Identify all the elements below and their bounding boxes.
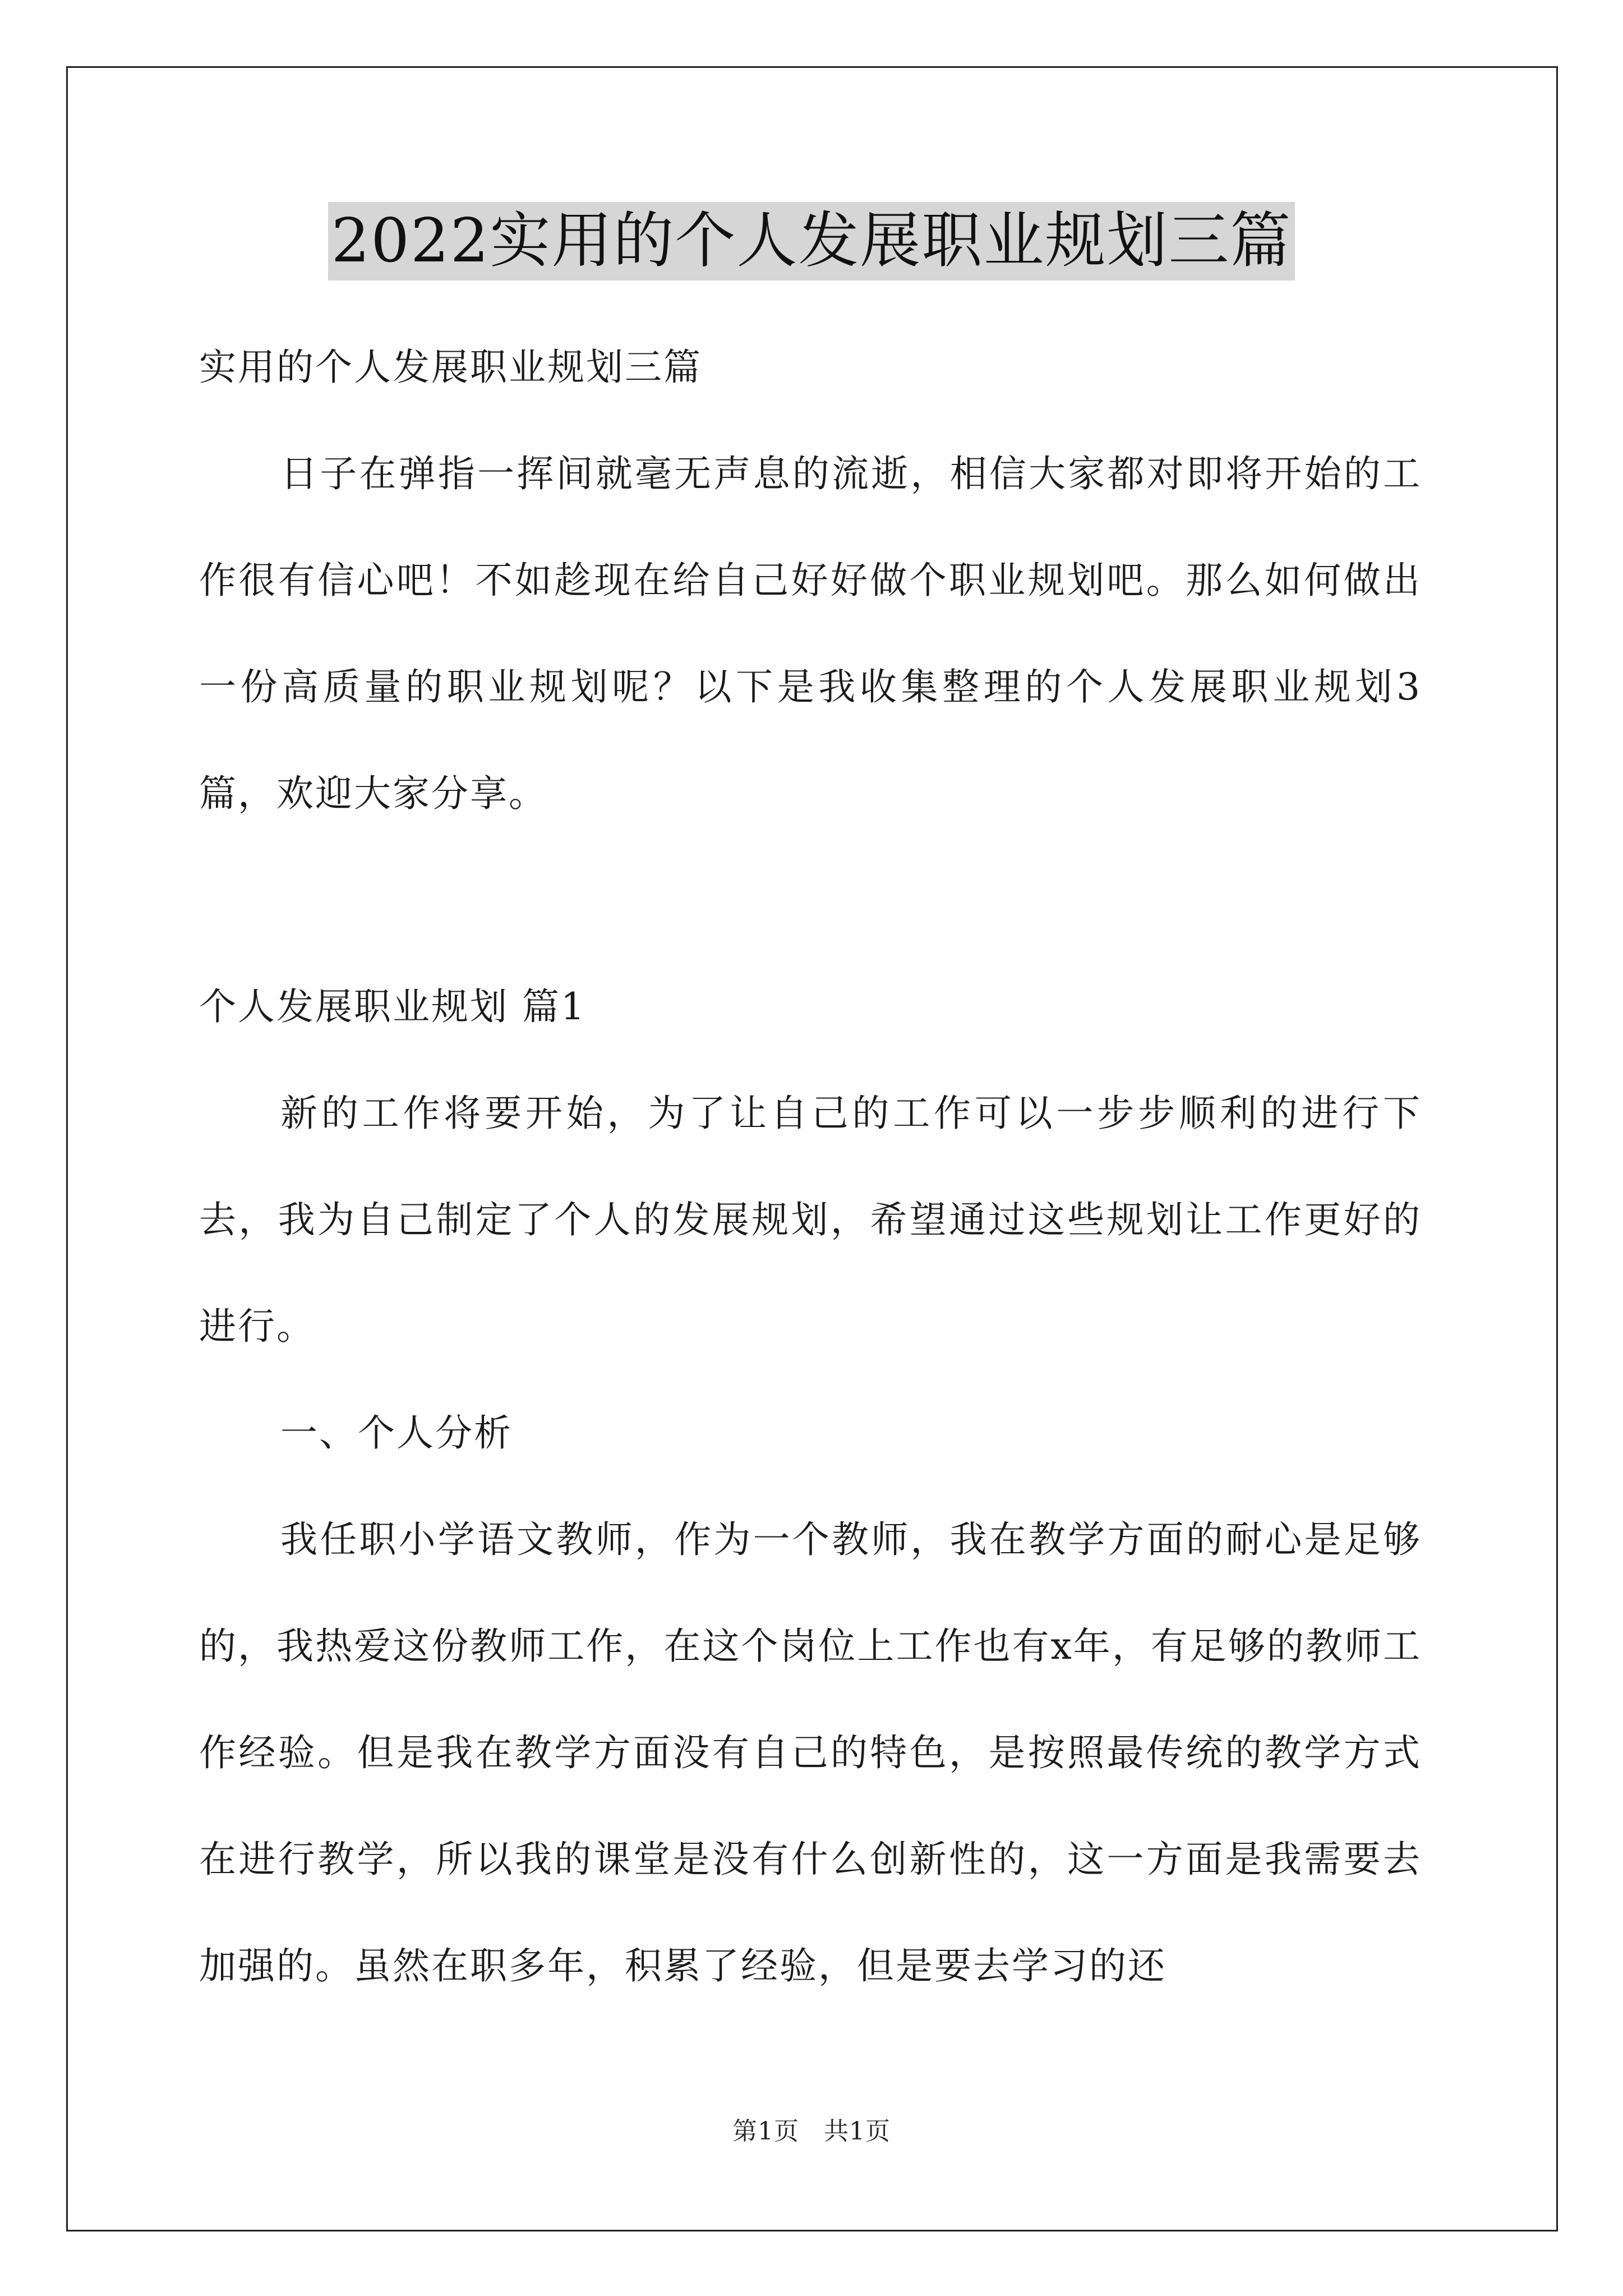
- document-title: 2022实用的个人发展职业规划三篇: [328, 202, 1295, 280]
- title-container: [0, 202, 1623, 280]
- page-footer: [0, 2115, 1623, 2148]
- intro-paragraph: 日子在弹指一挥间就毫无声息的流逝，相信大家都对即将开始的工作很有信心吧！不如趁现在给自己好好做个职业规划吧。那么如何做出一份高质量的职业规划呢？以下是我收集整理的个人发展职业规划3篇，欢迎大家分享。: [199, 452, 1422, 815]
- page-total: 共1页: [824, 2117, 891, 2146]
- page-number: 第1页: [732, 2117, 799, 2146]
- subsection-heading: 一、个人分析: [280, 1411, 513, 1455]
- subtitle-line: 实用的个人发展职业规划三篇: [199, 346, 702, 389]
- body-paragraph: 新的工作将要开始，为了让自己的工作可以一步步顺利的进行下去，我为自己制定了个人的发展规划，希望通过这些规划让工作更好的进行。: [199, 1092, 1422, 1348]
- body-paragraph: 我任职小学语文教师，作为一个教师，我在教学方面的耐心是足够的，我热爱这份教师工作，在这个岗位上工作也有x年，有足够的教师工作经验。但是我在教学方面没有自己的特色，是按照最传统的教学方式在进行教学，所以我的课堂是没有什么创新性的，这一方面是我需要去加强的。虽然在职多年，积累了经验，但是要去学习的还: [199, 1518, 1422, 1987]
- document-body: [199, 314, 1422, 2019]
- paragraph-gap: [199, 847, 1422, 954]
- section-heading: 个人发展职业规划 篇1: [199, 985, 586, 1028]
